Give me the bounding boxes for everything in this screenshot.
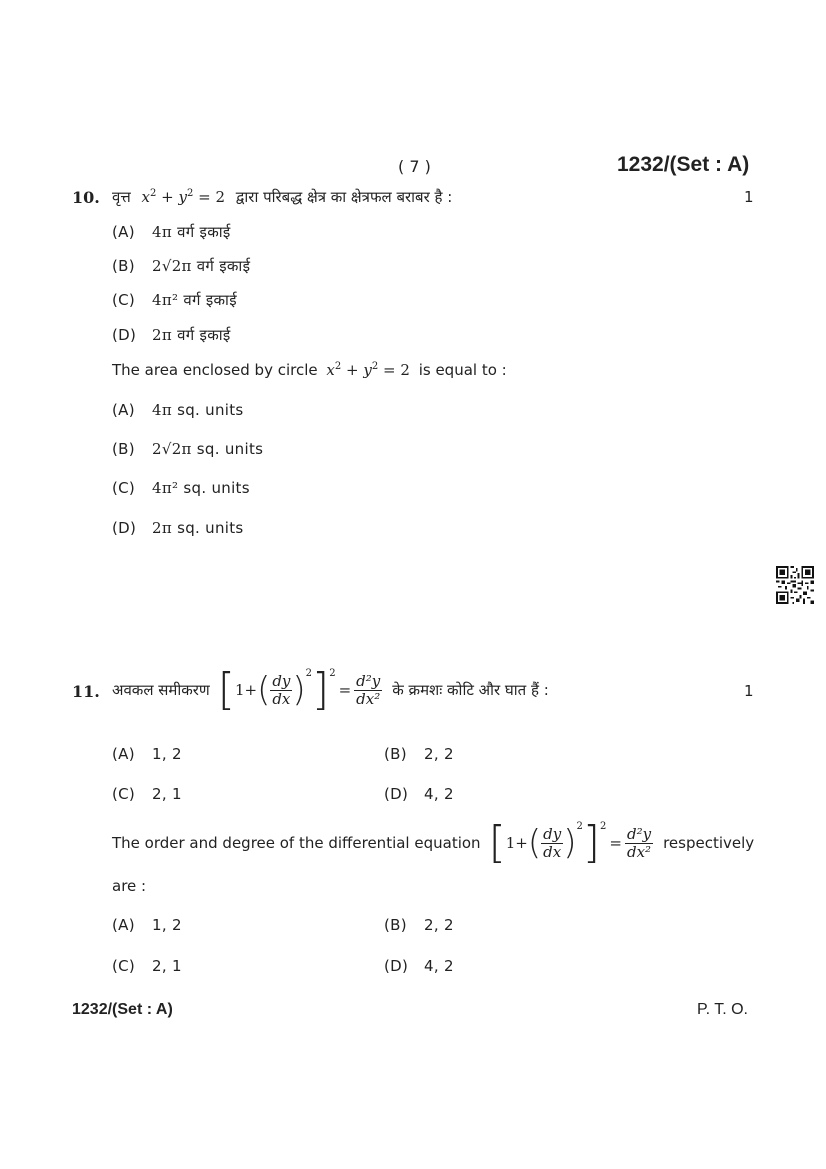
q11-hindi-stem: अवकल समीकरण [ 1+ ( $\frac{dy}{dx}$ ) $^2$ ] $^2$ = $\frac{\text{d²y}}{\text{dx²}}$ के क्रमशः कोटि और घात हैं : <box>112 664 549 715</box>
q11-hi-option-c: (C) 2, 1 <box>112 785 182 803</box>
page-number: ( 7 ) <box>398 157 431 176</box>
q11-marks: 1 <box>744 682 754 700</box>
q10-en-option-b: (B) 2√2π sq. units <box>112 440 264 458</box>
q11-hi-option-d: (D) 4, 2 <box>384 785 454 803</box>
q11-en-option-c: (C) 2, 1 <box>112 957 182 975</box>
q10-hi-option-a: (A) 4π वर्ग इकाई <box>112 223 231 241</box>
q11-equation-en: [ 1+ ( $\frac{dy}{dx}$ ) $^2$ ] $^2$ = $\frac{\text{d²y}}{\text{dx²}}$ <box>488 817 652 868</box>
q11-en-option-d: (D) 4, 2 <box>384 957 454 975</box>
q11-en-option-a: (A) 1, 2 <box>112 916 182 934</box>
set-code-footer: 1232/(Set : A) <box>72 1001 173 1018</box>
q11-hi-option-a: (A) 1, 2 <box>112 745 182 763</box>
q11-en-option-b: (B) 2, 2 <box>384 916 454 934</box>
q10-hindi-stem: वृत्त $x^2 + y^2 = 2$ द्वारा परिबद्ध क्षेत्र का क्षेत्रफल बराबर है : <box>112 188 453 206</box>
q10-en-option-d: (D) 2π sq. units <box>112 519 244 537</box>
set-code-header: 1232/(Set : A) <box>617 153 750 176</box>
q11-number: 11. <box>72 682 100 701</box>
q10-en-option-c: (C) 4π² sq. units <box>112 479 250 497</box>
q11-english-stem-end: are : <box>112 877 147 895</box>
q10-number: 10. <box>72 188 100 207</box>
q10-hi-option-d: (D) 2π वर्ग इकाई <box>112 326 231 344</box>
qr-code-image <box>776 566 814 604</box>
q10-hi-option-b: (B) 2√2π वर्ग इकाई <box>112 257 251 275</box>
q11-equation-hi: [ 1+ ( $\frac{dy}{dx}$ ) $^2$ ] $^2$ = $\frac{\text{d²y}}{\text{dx²}}$ <box>217 664 381 715</box>
q10-en-option-a: (A) 4π sq. units <box>112 401 244 419</box>
q10-english-stem: The area enclosed by circle $x^2 + y^2 = 2$ is equal to : <box>112 361 507 379</box>
q10-marks: 1 <box>744 188 754 206</box>
q10-hi-option-c: (C) 4π² वर्ग इकाई <box>112 291 237 309</box>
pto-label: P. T. O. <box>697 1001 748 1018</box>
q11-english-stem: The order and degree of the differential equation [ 1+ ( $\frac{dy}{dx}$ ) $^2$ ] $^2$ = $\frac{\text{d²y}}{\text{dx²}}$ respectively <box>112 817 755 868</box>
q11-hi-option-b: (B) 2, 2 <box>384 745 454 763</box>
